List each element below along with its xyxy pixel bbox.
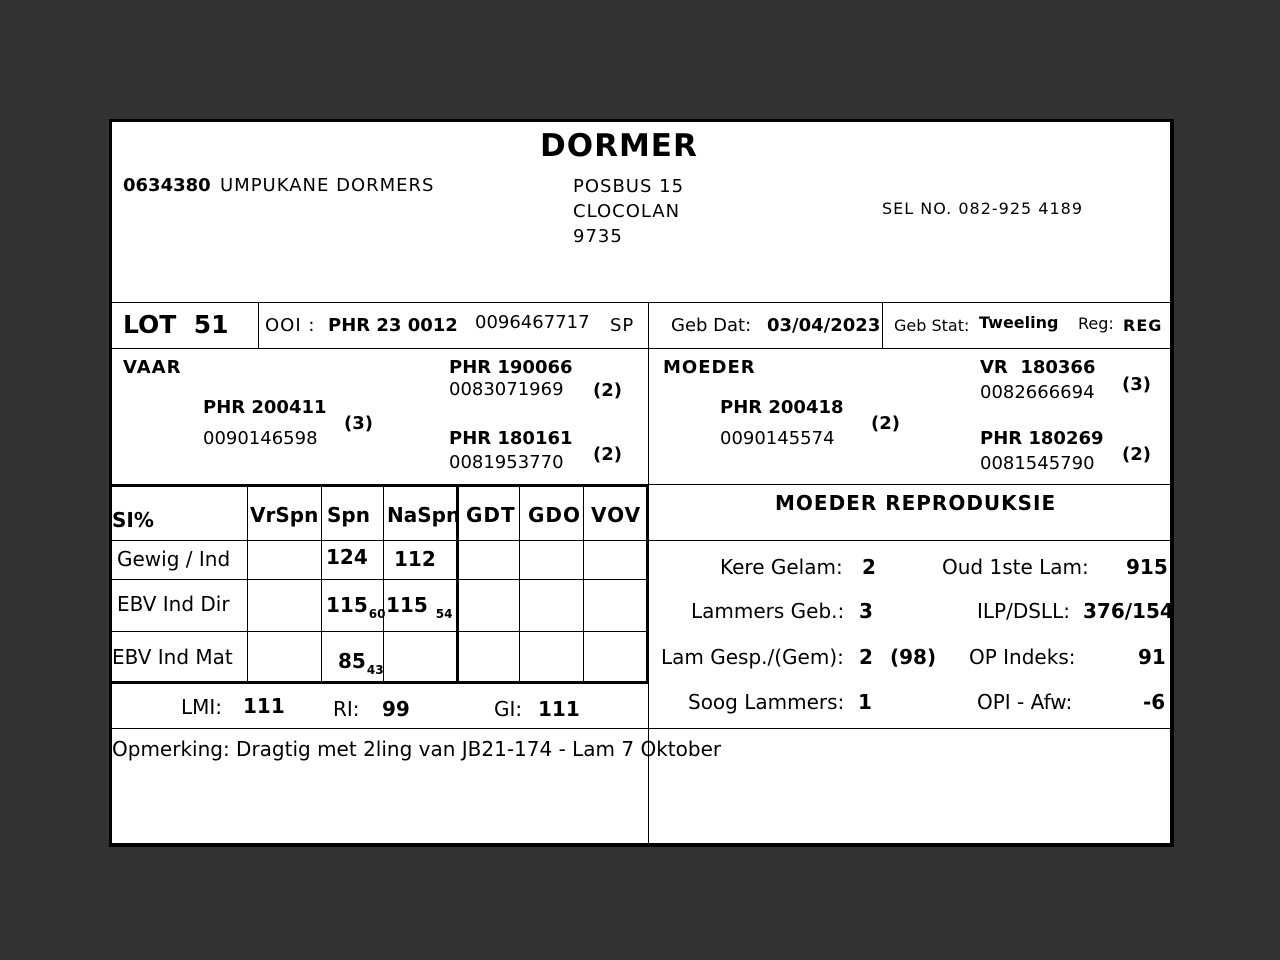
row-label-ebv-dir: EBV Ind Dir [117, 592, 230, 616]
moeder-label: MOEDER [663, 357, 756, 378]
header-si: SI% [112, 508, 154, 532]
op-indeks-label: OP Indeks: [969, 645, 1076, 669]
ilp-label: ILP/DSLL: [977, 599, 1070, 623]
moeder-grade: (2) [871, 413, 900, 434]
address-line-1: POSBUS 15 [573, 176, 685, 197]
row-label-ebv-mat: EBV Ind Mat [112, 645, 233, 669]
reg-label: Reg: [1078, 314, 1114, 333]
header-spn: Spn [327, 503, 370, 527]
vaar-dam-id: PHR 180161 [449, 428, 573, 449]
header-naspn: NaSpn [387, 503, 461, 527]
ooi-id: PHR 23 0012 [328, 315, 458, 336]
ebv-dir-naspn: 115 $_{54}$ [386, 593, 453, 621]
gewig-naspn: 112 [394, 547, 436, 571]
moeder-dam-grade: (2) [1122, 444, 1151, 465]
gi-label: GI: [494, 697, 523, 721]
header-vrspn: VrSpn [250, 503, 319, 527]
phone-number: SEL NO. 082-925 4189 [882, 199, 1084, 218]
op-indeks-value: 91 [1138, 645, 1166, 669]
vaar-sire-grade: (2) [593, 380, 622, 401]
kere-gelam-value: 2 [862, 555, 876, 579]
moeder-reg: 0090145574 [720, 428, 835, 449]
opi-label: OPI - Afw: [977, 690, 1073, 714]
reproduction-title: MOEDER REPRODUKSIE [775, 491, 1057, 515]
ooi-code: SP [610, 315, 635, 336]
moeder-sire-id: VR 180366 [980, 357, 1096, 378]
lmi-label: LMI: [181, 695, 223, 719]
divider [112, 302, 1170, 303]
geb-dat: 03/04/2023 [767, 315, 881, 336]
moeder-sire-grade: (3) [1122, 374, 1151, 395]
vaar-dam-grade: (2) [593, 444, 622, 465]
lammers-geb-label: Lammers Geb.: [691, 599, 845, 623]
oud-label: Oud 1ste Lam: [942, 555, 1089, 579]
lmi-value: 111 [243, 694, 285, 718]
address-line-3: 9735 [573, 226, 623, 247]
oud-value: 915 [1126, 555, 1168, 579]
soog-label: Soog Lammers: [688, 690, 845, 714]
lam-gesp-value: 2 [859, 645, 873, 669]
geb-stat: Tweeling [979, 313, 1059, 332]
ebv-dir-spn: $115_{60}$ [326, 593, 386, 621]
kere-gelam-label: Kere Gelam: [720, 555, 843, 579]
soog-value: 1 [858, 690, 872, 714]
lot-label: LOT 51 [123, 310, 229, 339]
moeder-dam-id: PHR 180269 [980, 428, 1104, 449]
address-line-2: CLOCOLAN [573, 201, 681, 222]
vaar-label: VAAR [123, 357, 182, 378]
row-label-gewig: Gewig / Ind [117, 547, 231, 571]
lam-gesp-gem: (98) [890, 645, 937, 669]
lammers-geb-value: 3 [859, 599, 873, 623]
lot-card [109, 119, 1174, 847]
vaar-sire-id: PHR 190066 [449, 357, 573, 378]
moeder-id: PHR 200418 [720, 397, 844, 418]
geb-stat-label: Geb Stat: [894, 316, 970, 335]
geb-dat-label: Geb Dat: [671, 315, 752, 336]
lam-gesp-label: Lam Gesp./(Gem): [661, 645, 844, 669]
vaar-grade: (3) [344, 413, 373, 434]
vaar-reg: 0090146598 [203, 428, 318, 449]
moeder-dam-reg: 0081545790 [980, 453, 1095, 474]
gewig-spn: 124 [326, 545, 368, 569]
gi-value: 111 [538, 697, 580, 721]
card-title: DORMER [540, 128, 698, 164]
remark: Opmerking: Dragtig met 2ling van JB21-174 - Lam 7 Oktober [112, 737, 722, 761]
header-gdt: GDT [466, 503, 516, 527]
breeder-name: UMPUKANE DORMERS [220, 175, 435, 196]
opi-value: -6 [1143, 690, 1166, 714]
breeder-number: 0634380 [123, 175, 211, 196]
vaar-id: PHR 200411 [203, 397, 327, 418]
ri-label: RI: [333, 697, 360, 721]
ooi-reg: 0096467717 [475, 312, 590, 333]
ilp-value: 376/154 [1083, 599, 1174, 623]
header-gdo: GDO [528, 503, 582, 527]
header-vov: VOV [591, 503, 642, 527]
reg-value: REG [1123, 316, 1163, 335]
moeder-sire-reg: 0082666694 [980, 382, 1095, 403]
vaar-dam-reg: 0081953770 [449, 452, 564, 473]
vaar-sire-reg: 0083071969 [449, 379, 564, 400]
ebv-mat-spn: $85_{43}$ [338, 649, 384, 677]
ooi-label: OOI : [265, 315, 316, 336]
ri-value: 99 [382, 697, 410, 721]
